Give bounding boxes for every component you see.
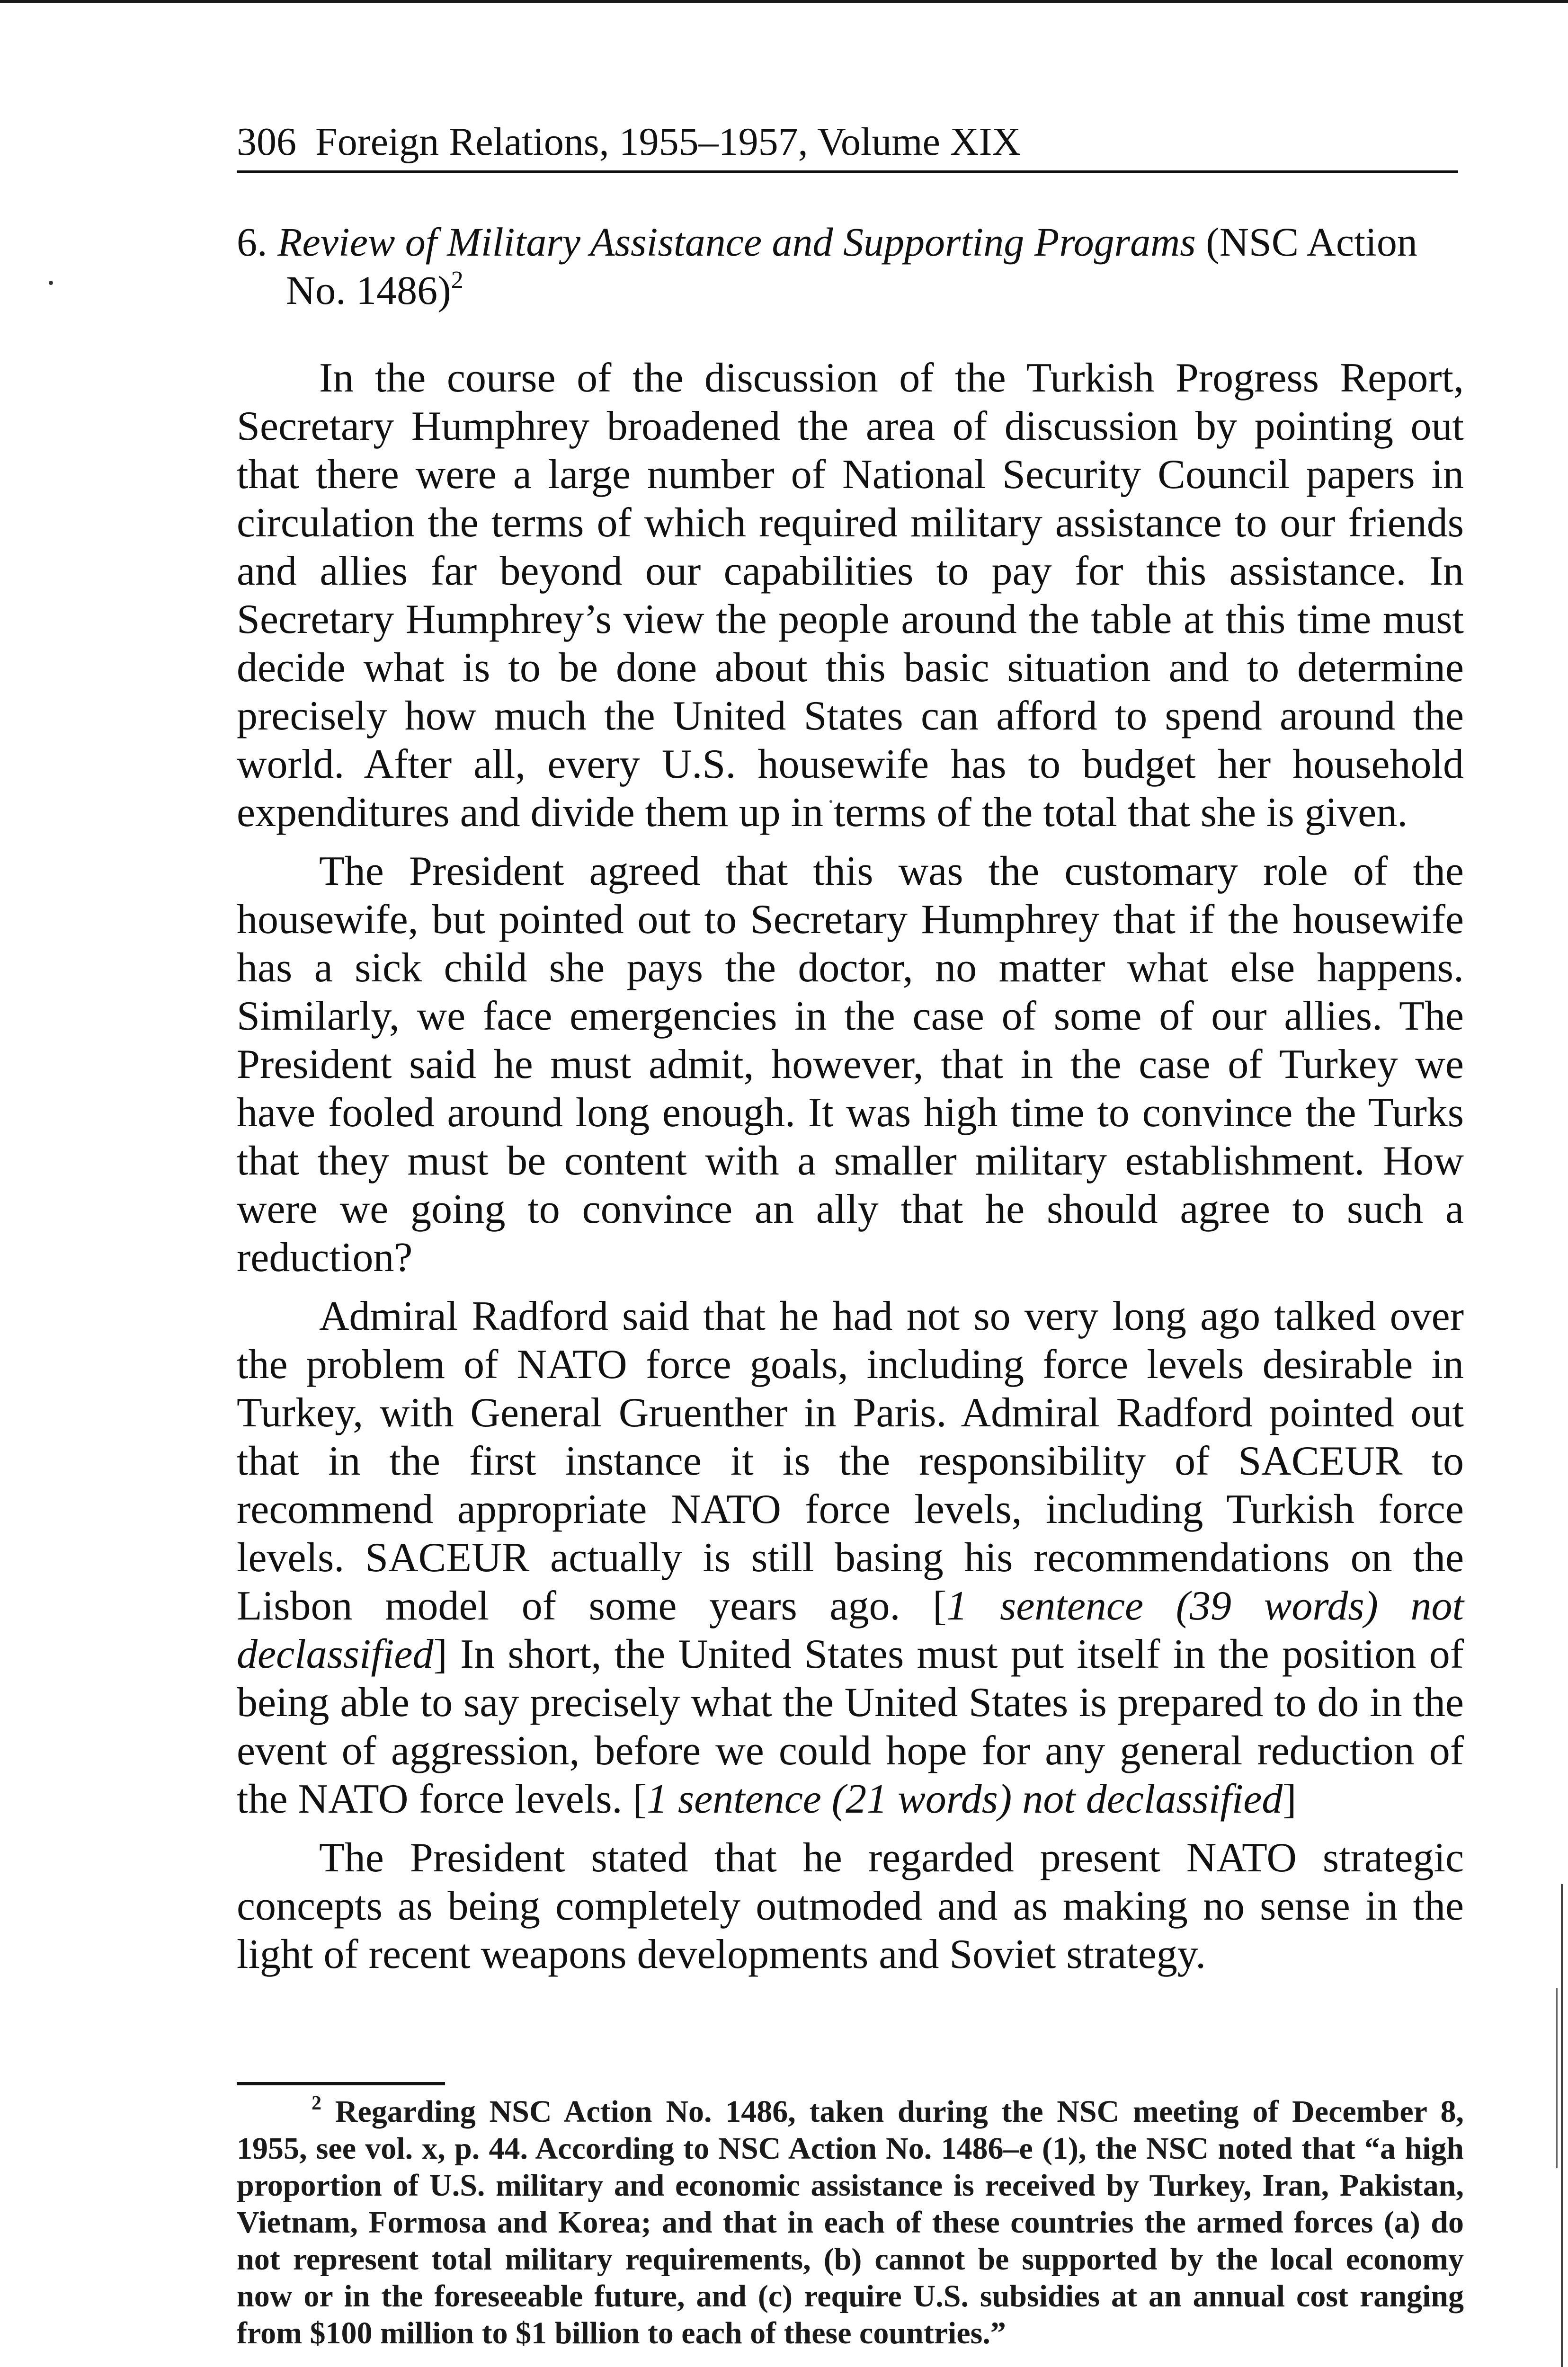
footnote-marker-link[interactable]: 2: [451, 267, 463, 294]
scan-right-edge: [1556, 1988, 1558, 2168]
page-number: 306: [237, 120, 296, 164]
paragraph-3: [237, 1292, 1464, 1824]
paragraph-3-text: ] In short, the United States must put itself in the position of being able to say precisely what the United States is prepared to do in the event of aggression, before we could hope for any general reduction of the NATO force levels. [: [237, 1631, 1464, 1822]
paragraph-3-text: Admiral Radford said that he had not so very long ago talked over the problem of NATO force goals, including force levels desirable in Turkey, with General Gruenther in Paris. Admiral Radford pointed out that in the first instance it is the responsibility of SACEUR to recommend appropriate NATO force levels, including Turkish force levels. SACEUR actually is still basing his recommendations on the Lisbon model of some years ago. [: [237, 1293, 1464, 1629]
section-reference-cont: No. 1486): [286, 267, 451, 313]
paragraph-2: The President agreed that this was the customary role of the housewife, but pointed out to Secretary Humphrey that if the housewife has a sick child she pays the doctor, no matter what else happens. Similarly, we face emergencies in the case of some of our allies. The President said he must admit, however, that in the case of Turkey we have fooled around long enough. It was high time to convince the Turks that they must be content with a smaller military establishment. How were we going to convince an ally that he should agree to such a reduction?: [237, 848, 1464, 1281]
paragraph-1: In the course of the discussion of the Turkish Progress Report, Secretary Humphrey broadened the area of discussion by pointing out that there were a large number of National Security Council papers in circulation the terms of which required military assistance to our friends and allies far beyond our capabilities to pay for this assistance. In Secretary Humphrey’s view the people around the table at this time must decide what is to be done about this basic situation and to determine precisely how much the United States can afford to spend around the world. After all, every U.S. housewife has to budget her household expenditures and divide them up in terms of the total that she is given.: [237, 355, 1464, 836]
redaction-note: 1 sentence (21 words) not declassified: [646, 1776, 1283, 1822]
section-number: 6.: [237, 219, 267, 265]
scan-right-edge: [1561, 1884, 1563, 2367]
section-reference: (NSC Action: [1206, 219, 1417, 265]
paragraph-3-text: ]: [1283, 1776, 1297, 1822]
paragraph-4: The President stated that he regarded present NATO strategic concepts as being completely outmoded and as making no sense in the light of recent weapons developments and Soviet strategy.: [237, 1835, 1464, 1977]
document-body: [237, 354, 1464, 1989]
footnote-divider: [237, 2082, 445, 2085]
section-title: Review of Military Assistance and Supporting Programs: [277, 219, 1196, 265]
redaction-note: 1 sentence (39 words) not declassified: [237, 1583, 1464, 1677]
scan-top-edge: [0, 0, 1568, 3]
footnote-text: Regarding NSC Action No. 1486, taken during the NSC meeting of December 8, 1955, see vol. x, p. 44. According to NSC Action No. 1486–e (1), the NSC noted that “a high proportion of U.S. military and economic assistance is received by Turkey, Iran, Pakistan, Vietnam, Formosa and Korea; and that in each of these countries the armed forces (a) do not represent total military requirements, (b) cannot be supported by the local economy now or in the foreseeable future, and (c) require U.S. subsidies at an annual cost ranging from $100 million to $1 billion to each of these countries.”: [237, 2094, 1464, 2350]
running-header: [237, 118, 1458, 173]
scan-speck: [49, 281, 53, 285]
section-heading: [237, 218, 1458, 314]
running-title: Foreign Relations, 1955–1957, Volume XIX: [315, 120, 1021, 164]
footnote: [237, 2093, 1464, 2352]
footnote-marker: 2: [312, 2092, 321, 2114]
